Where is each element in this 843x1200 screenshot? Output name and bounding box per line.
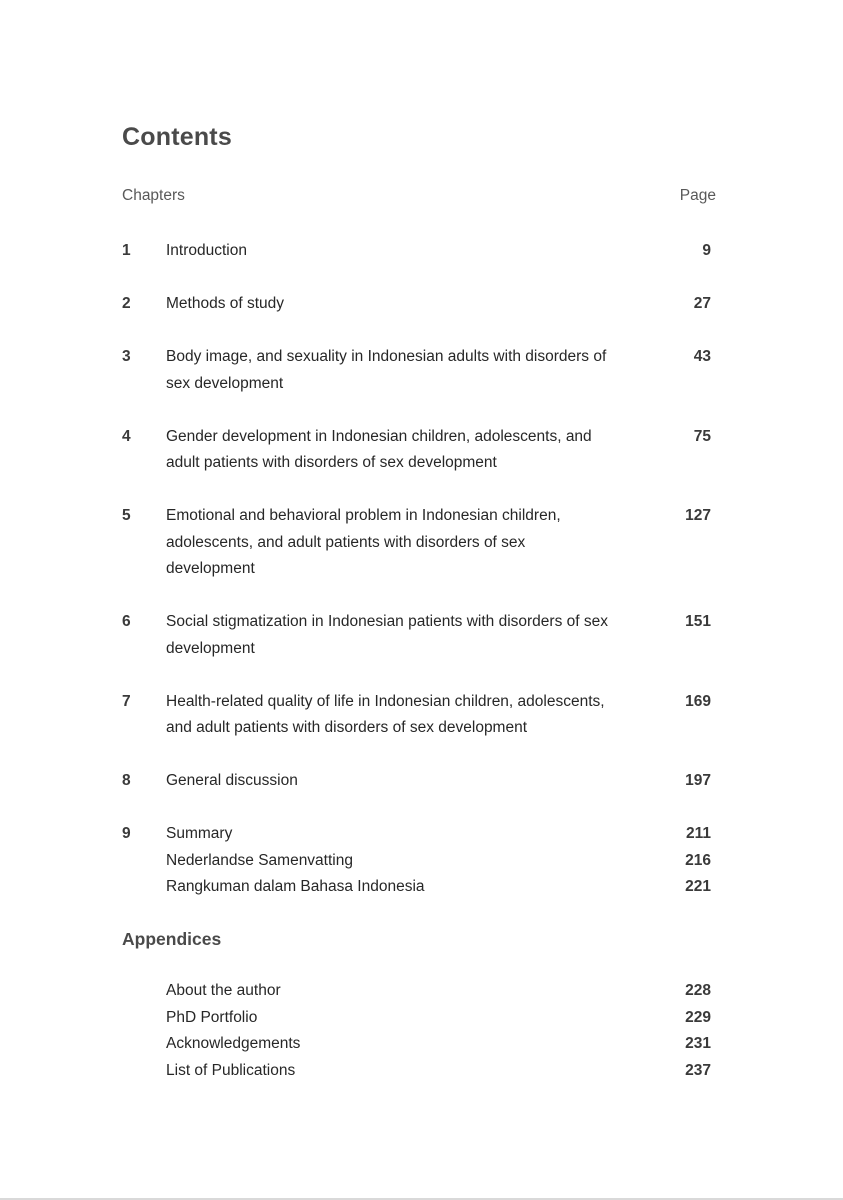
chapter-title: Body image, and sexuality in Indonesian adults with disorders of sex development	[166, 348, 607, 392]
chapter-title: Gender development in Indonesian children, adolescents, and adult patients with disorders of sex development	[166, 427, 592, 471]
table-of-contents	[122, 122, 716, 1111]
toc-row	[122, 689, 716, 742]
toc-row	[122, 821, 716, 901]
chapter-page-number: 43	[693, 348, 711, 365]
chapter-page-number: 197	[685, 772, 711, 789]
page-column-label: Page	[679, 187, 716, 204]
toc-row	[122, 424, 716, 477]
appendix-row	[166, 1031, 716, 1058]
appendix-row	[166, 1005, 716, 1032]
subentry-title: Nederlandse Samenvatting	[166, 851, 353, 869]
chapter-title: Methods of study	[166, 295, 285, 312]
appendix-page-number: 231	[685, 1035, 711, 1052]
toc-row	[122, 609, 716, 662]
subentry-page-number: 211	[685, 825, 711, 842]
appendix-title: About the author	[166, 982, 281, 999]
appendix-list	[166, 978, 716, 1084]
subentry-title: Summary	[166, 825, 233, 842]
chapter-title: Introduction	[166, 242, 247, 259]
chapter-page-number: 9	[702, 242, 711, 259]
appendix-row	[166, 1058, 716, 1085]
appendices-rows	[122, 978, 716, 1084]
chapter-number: 3	[122, 348, 131, 365]
appendix-row	[166, 978, 716, 1005]
chapter-page-number: 169	[685, 692, 711, 710]
chapters-column-label: Chapters	[122, 187, 185, 204]
toc-subrow	[166, 821, 716, 848]
appendix-page-number: 228	[685, 982, 711, 999]
toc-subrow	[166, 874, 716, 901]
toc-row	[122, 238, 716, 265]
chapter-page-number: 127	[685, 507, 711, 524]
chapter-number: 7	[122, 692, 131, 710]
chapter-subentries	[166, 821, 716, 901]
toc-row	[122, 344, 716, 397]
appendix-page-number: 237	[685, 1061, 711, 1079]
toc-header-row	[122, 186, 716, 206]
chapter-title: Health-related quality of life in Indonesian children, adolescents, and adult patients with disorders of sex development	[166, 692, 605, 736]
appendix-page-number: 229	[685, 1008, 711, 1026]
appendix-title: PhD Portfolio	[166, 1008, 258, 1026]
chapter-number: 6	[122, 613, 131, 630]
toc-subrow	[166, 848, 716, 875]
chapter-page-number: 27	[693, 295, 711, 312]
appendices-heading: Appendices	[122, 929, 222, 949]
subentry-page-number: 216	[685, 851, 711, 869]
appendix-title: List of Publications	[166, 1061, 296, 1079]
toc-row	[122, 503, 716, 583]
chapter-number: 8	[122, 772, 131, 789]
appendix-title: Acknowledgements	[166, 1035, 301, 1052]
chapter-number: 1	[122, 242, 131, 259]
chapter-page-number: 75	[693, 427, 711, 445]
chapter-number: 4	[122, 427, 131, 445]
chapter-page-number: 151	[685, 613, 711, 630]
subentry-title: Rangkuman dalam Bahasa Indonesia	[166, 878, 425, 895]
chapter-number: 9	[122, 825, 131, 842]
chapter-title: General discussion	[166, 772, 298, 789]
toc-row	[122, 291, 716, 318]
toc-row	[122, 768, 716, 795]
chapter-title: Social stigmatization in Indonesian patients with disorders of sex development	[166, 613, 608, 657]
page-title: Contents	[122, 123, 232, 151]
chapter-title: Emotional and behavioral problem in Indonesian children, adolescents, and adult patients with disorders of sex development	[166, 507, 561, 577]
subentry-page-number: 221	[685, 878, 711, 895]
chapter-number: 5	[122, 507, 131, 524]
chapter-number: 2	[122, 295, 131, 312]
